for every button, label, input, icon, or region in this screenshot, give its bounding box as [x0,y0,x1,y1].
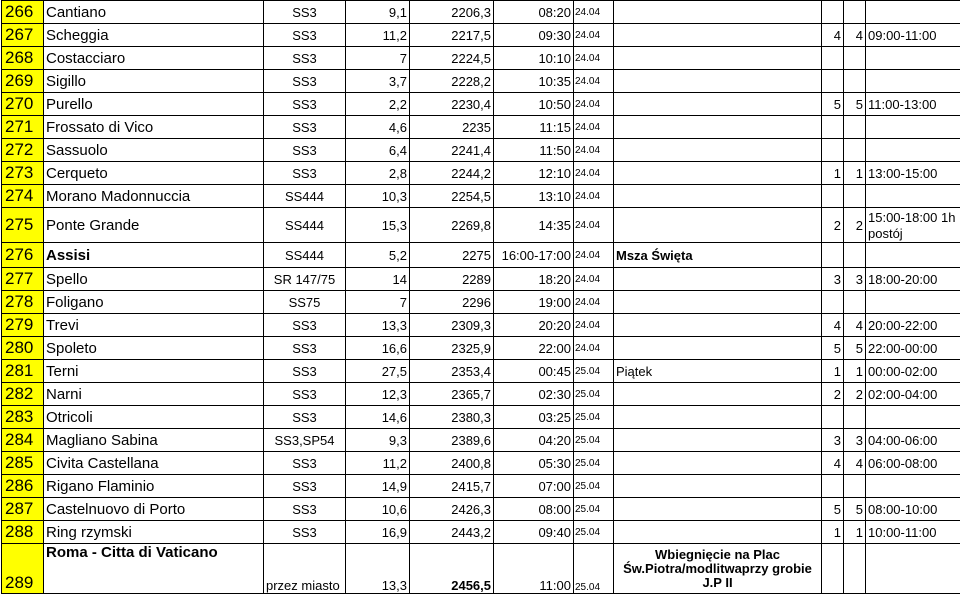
team-a: 4 [822,314,844,337]
row-number: 280 [2,337,44,360]
arrival-date: 24.04 [574,268,614,291]
arrival-date: 24.04 [574,70,614,93]
remark [614,521,822,544]
row-number: 279 [2,314,44,337]
table-row [2,429,960,452]
row-number: 289 [2,544,44,594]
arrival-time: 08:20 [494,1,574,24]
town-name: Scheggia [44,24,264,47]
team-a: 2 [822,208,844,243]
table-row [2,93,960,116]
segment-km: 14,6 [346,406,410,429]
arrival-date: 24.04 [574,162,614,185]
total-km: 2217,5 [410,24,494,47]
segment-km: 16,6 [346,337,410,360]
remark [614,1,822,24]
arrival-time: 16:00-17:00 [494,243,574,268]
total-km: 2325,9 [410,337,494,360]
town-name: Spello [44,268,264,291]
team-a [822,185,844,208]
table-row [2,544,960,594]
team-b: 3 [844,429,866,452]
row-number: 281 [2,360,44,383]
remark [614,268,822,291]
table-row [2,185,960,208]
segment-km: 11,2 [346,24,410,47]
segment-km: 7 [346,291,410,314]
segment-km: 7 [346,47,410,70]
arrival-time: 19:00 [494,291,574,314]
arrival-time: 09:30 [494,24,574,47]
total-km: 2400,8 [410,452,494,475]
arrival-time: 11:00 [494,544,574,594]
remark [614,291,822,314]
arrival-time: 10:35 [494,70,574,93]
team-b: 4 [844,314,866,337]
team-b [844,291,866,314]
total-km: 2389,6 [410,429,494,452]
road-number: SS444 [264,243,346,268]
road-number: SS75 [264,291,346,314]
remark [614,93,822,116]
town-name: Terni [44,360,264,383]
arrival-date: 25.04 [574,383,614,406]
table-row [2,406,960,429]
time-slot: 09:00-11:00 [866,24,960,47]
town-name: Morano Madonnuccia [44,185,264,208]
road-number: SS3 [264,24,346,47]
team-b: 5 [844,93,866,116]
remark: Wbiegnięcie na Plac Św.Piotra/modlitwaprzy grobie J.P II [614,544,822,594]
table-row [2,1,960,24]
arrival-date: 25.04 [574,452,614,475]
town-name: Sassuolo [44,139,264,162]
row-number: 288 [2,521,44,544]
row-number: 270 [2,93,44,116]
arrival-time: 00:45 [494,360,574,383]
arrival-date: 24.04 [574,208,614,243]
town-name: Costacciaro [44,47,264,70]
arrival-date: 24.04 [574,116,614,139]
segment-km: 14 [346,268,410,291]
arrival-time: 09:40 [494,521,574,544]
row-number: 271 [2,116,44,139]
team-b: 4 [844,24,866,47]
segment-km: 10,6 [346,498,410,521]
total-km: 2380,3 [410,406,494,429]
total-km: 2254,5 [410,185,494,208]
total-km: 2241,4 [410,139,494,162]
segment-km: 13,3 [346,314,410,337]
team-a: 4 [822,24,844,47]
town-name: Sigillo [44,70,264,93]
total-km: 2443,2 [410,521,494,544]
time-slot [866,291,960,314]
total-km: 2206,3 [410,1,494,24]
team-a [822,406,844,429]
table-row [2,452,960,475]
remark [614,429,822,452]
arrival-date: 25.04 [574,521,614,544]
time-slot: 15:00-18:00 1h postój [866,208,960,243]
row-number: 283 [2,406,44,429]
remark [614,47,822,70]
arrival-date: 25.04 [574,544,614,594]
arrival-date: 24.04 [574,291,614,314]
time-slot [866,70,960,93]
town-name: Magliano Sabina [44,429,264,452]
total-km: 2224,5 [410,47,494,70]
team-a: 5 [822,498,844,521]
remark [614,162,822,185]
arrival-date: 25.04 [574,498,614,521]
segment-km: 3,7 [346,70,410,93]
road-number: SS3 [264,406,346,429]
town-name: Cantiano [44,1,264,24]
row-number: 274 [2,185,44,208]
segment-km: 9,1 [346,1,410,24]
time-slot [866,406,960,429]
town-name: Ring rzymski [44,521,264,544]
segment-km: 9,3 [346,429,410,452]
road-number: SS444 [264,208,346,243]
town-name: Narni [44,383,264,406]
town-name: Rigano Flaminio [44,475,264,498]
table-row [2,314,960,337]
team-b [844,1,866,24]
time-slot: 13:00-15:00 [866,162,960,185]
arrival-date: 25.04 [574,406,614,429]
team-a: 1 [822,360,844,383]
team-b [844,475,866,498]
time-slot: 22:00-00:00 [866,337,960,360]
road-number: SS3 [264,383,346,406]
total-km: 2296 [410,291,494,314]
town-name: Cerqueto [44,162,264,185]
table-row [2,360,960,383]
table-row [2,243,960,268]
time-slot: 18:00-20:00 [866,268,960,291]
total-km: 2365,7 [410,383,494,406]
arrival-time: 12:10 [494,162,574,185]
time-slot [866,139,960,162]
table-row [2,162,960,185]
team-b [844,47,866,70]
total-km: 2269,8 [410,208,494,243]
remark [614,208,822,243]
town-name: Otricoli [44,406,264,429]
arrival-time: 07:00 [494,475,574,498]
team-a: 5 [822,337,844,360]
town-name: Frossato di Vico [44,116,264,139]
road-number: SS3 [264,521,346,544]
row-number: 268 [2,47,44,70]
remark [614,314,822,337]
team-a [822,475,844,498]
time-slot: 04:00-06:00 [866,429,960,452]
segment-km: 6,4 [346,139,410,162]
arrival-time: 02:30 [494,383,574,406]
team-a [822,139,844,162]
segment-km: 14,9 [346,475,410,498]
row-number: 286 [2,475,44,498]
arrival-time: 22:00 [494,337,574,360]
remark [614,406,822,429]
time-slot [866,116,960,139]
team-b: 1 [844,521,866,544]
arrival-time: 03:25 [494,406,574,429]
remark [614,452,822,475]
row-number: 278 [2,291,44,314]
arrival-date: 24.04 [574,185,614,208]
remark: Msza Święta [614,243,822,268]
arrival-time: 13:10 [494,185,574,208]
team-a [822,70,844,93]
total-km: 2289 [410,268,494,291]
road-number: SS3 [264,314,346,337]
arrival-time: 08:00 [494,498,574,521]
arrival-date: 24.04 [574,243,614,268]
town-name: Spoleto [44,337,264,360]
segment-km: 27,5 [346,360,410,383]
team-b: 5 [844,498,866,521]
team-b [844,139,866,162]
time-slot [866,475,960,498]
segment-km: 10,3 [346,185,410,208]
total-km: 2426,3 [410,498,494,521]
table-row [2,383,960,406]
time-slot: 00:00-02:00 [866,360,960,383]
team-a [822,116,844,139]
team-b [844,185,866,208]
time-slot: 08:00-10:00 [866,498,960,521]
segment-km: 13,3 [346,544,410,594]
table-row [2,498,960,521]
road-number: SS3 [264,139,346,162]
remark [614,139,822,162]
road-number: SS3 [264,452,346,475]
team-a: 2 [822,383,844,406]
road-number: przez miasto [264,544,346,594]
arrival-time: 10:50 [494,93,574,116]
road-number: SS3 [264,475,346,498]
time-slot [866,1,960,24]
town-name: Castelnuovo di Porto [44,498,264,521]
time-slot: 11:00-13:00 [866,93,960,116]
segment-km: 11,2 [346,452,410,475]
road-number: SS3 [264,1,346,24]
team-b [844,116,866,139]
town-name: Trevi [44,314,264,337]
row-number: 276 [2,243,44,268]
team-b: 5 [844,337,866,360]
remark [614,185,822,208]
team-b [844,70,866,93]
team-b: 2 [844,208,866,243]
row-number: 284 [2,429,44,452]
team-a: 1 [822,162,844,185]
road-number: SS3 [264,498,346,521]
team-b: 1 [844,162,866,185]
remark [614,116,822,139]
team-a: 1 [822,521,844,544]
team-a [822,1,844,24]
arrival-time: 11:15 [494,116,574,139]
arrival-time: 04:20 [494,429,574,452]
table-row [2,24,960,47]
road-number: SS3,SP54 [264,429,346,452]
town-name: Assisi [44,243,264,268]
team-a [822,47,844,70]
remark [614,498,822,521]
total-km: 2309,3 [410,314,494,337]
road-number: SS3 [264,360,346,383]
remark [614,24,822,47]
arrival-date: 24.04 [574,139,614,162]
arrival-time: 10:10 [494,47,574,70]
table-row [2,475,960,498]
team-a [822,243,844,268]
town-name: Civita Castellana [44,452,264,475]
road-number: SS3 [264,93,346,116]
arrival-date: 24.04 [574,337,614,360]
road-number: SS3 [264,47,346,70]
arrival-date: 24.04 [574,314,614,337]
row-number: 267 [2,24,44,47]
road-number: SS3 [264,337,346,360]
remark [614,337,822,360]
town-name: Roma - Citta di Vaticano [44,544,264,594]
total-km: 2230,4 [410,93,494,116]
arrival-date: 24.04 [574,47,614,70]
team-b [844,243,866,268]
segment-km: 5,2 [346,243,410,268]
row-number: 277 [2,268,44,291]
segment-km: 2,8 [346,162,410,185]
arrival-date: 24.04 [574,1,614,24]
arrival-date: 24.04 [574,24,614,47]
total-km: 2235 [410,116,494,139]
team-b: 3 [844,268,866,291]
road-number: SS3 [264,116,346,139]
time-slot: 06:00-08:00 [866,452,960,475]
table-row [2,291,960,314]
time-slot [866,243,960,268]
team-a [822,291,844,314]
arrival-time: 20:20 [494,314,574,337]
segment-km: 12,3 [346,383,410,406]
remark [614,383,822,406]
arrival-date: 25.04 [574,360,614,383]
team-b: 4 [844,452,866,475]
town-name: Foligano [44,291,264,314]
segment-km: 4,6 [346,116,410,139]
total-km: 2353,4 [410,360,494,383]
remark [614,70,822,93]
town-name: Purello [44,93,264,116]
remark [614,475,822,498]
table-row [2,47,960,70]
road-number: SR 147/75 [264,268,346,291]
total-km: 2228,2 [410,70,494,93]
arrival-time: 05:30 [494,452,574,475]
row-number: 285 [2,452,44,475]
table-row [2,268,960,291]
time-slot: 10:00-11:00 [866,521,960,544]
remark: Piątek [614,360,822,383]
arrival-time: 18:20 [494,268,574,291]
team-a: 3 [822,268,844,291]
road-number: SS3 [264,162,346,185]
row-number: 272 [2,139,44,162]
team-a: 5 [822,93,844,116]
time-slot [866,47,960,70]
arrival-date: 24.04 [574,93,614,116]
time-slot [866,544,960,594]
arrival-time: 14:35 [494,208,574,243]
table-row [2,116,960,139]
row-number: 287 [2,498,44,521]
total-km: 2275 [410,243,494,268]
table-row [2,521,960,544]
arrival-date: 25.04 [574,475,614,498]
time-slot [866,185,960,208]
time-slot: 02:00-04:00 [866,383,960,406]
row-number: 273 [2,162,44,185]
team-a: 3 [822,429,844,452]
team-a [822,544,844,594]
time-slot: 20:00-22:00 [866,314,960,337]
table-row [2,337,960,360]
table-row [2,208,960,243]
team-b [844,406,866,429]
segment-km: 2,2 [346,93,410,116]
total-km: 2456,5 [410,544,494,594]
road-number: SS3 [264,70,346,93]
route-table [1,0,960,594]
row-number: 266 [2,1,44,24]
row-number: 275 [2,208,44,243]
town-name: Ponte Grande [44,208,264,243]
arrival-time: 11:50 [494,139,574,162]
segment-km: 15,3 [346,208,410,243]
table-row [2,139,960,162]
team-b: 1 [844,360,866,383]
row-number: 282 [2,383,44,406]
table-row [2,70,960,93]
team-a: 4 [822,452,844,475]
total-km: 2244,2 [410,162,494,185]
segment-km: 16,9 [346,521,410,544]
arrival-date: 25.04 [574,429,614,452]
team-b [844,544,866,594]
row-number: 269 [2,70,44,93]
road-number: SS444 [264,185,346,208]
total-km: 2415,7 [410,475,494,498]
team-b: 2 [844,383,866,406]
